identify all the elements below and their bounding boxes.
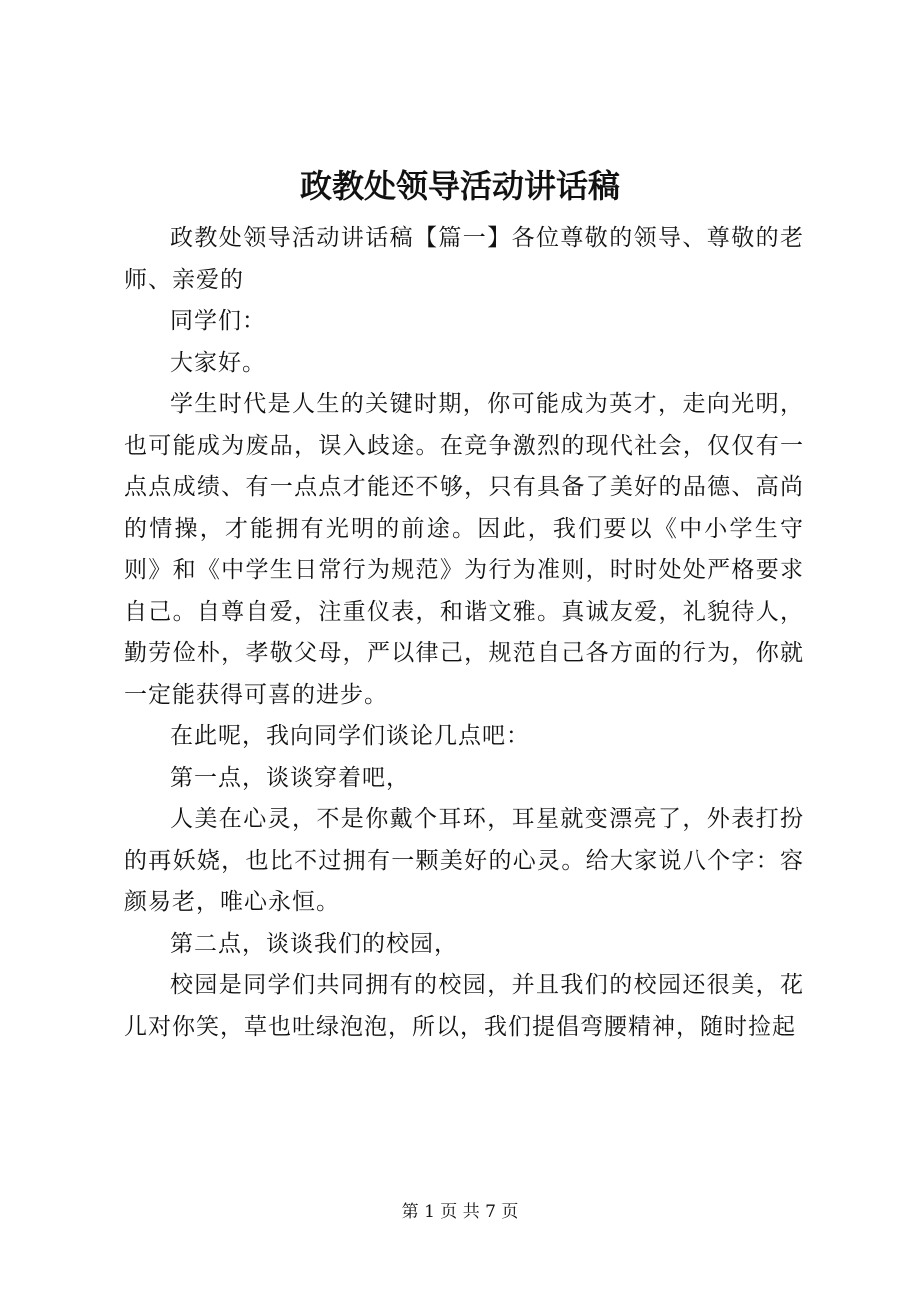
- paragraph: 同学们：: [170, 308, 266, 334]
- paragraph: 人美在心灵，不是你戴个耳环，耳星就变漂亮了，外表打扮的再妖娆，也比不过拥有一颗美好的心灵。给大家说八个字：容颜易老，唯心永恒。: [124, 806, 804, 915]
- page-footer: 第 1 页 共 7 页: [401, 1202, 519, 1222]
- paragraph: 校园是同学们共同拥有的校园，并且我们的校园还很美，花儿对你笑，草也吐绿泡泡，所以，我们提倡弯腰精神，随时捡起: [124, 972, 804, 1040]
- paragraph: 第二点，谈谈我们的校园，: [170, 930, 458, 957]
- paragraph: 大家好。: [170, 349, 266, 376]
- paragraph: 政教处领导活动讲话稿【篇一】各位尊敬的领导、尊敬的老师、亲爱的: [124, 225, 804, 293]
- paragraph: 学生时代是人生的关键时期，你可能成为英才，走向光明，也可能成为废品，误入歧途。在竞争激烈的现代社会，仅仅有一点点成绩、有一点点才能还不够，只有具备了美好的品德、高尚的情操，才能拥有光明的前途。因此，我们要以《中小学生守则》和《中学生日常行为规范》为行为准则，时时处处严格要求自己。自尊自爱，注重仪表，和谐文雅。真诚友爱，礼貌待人，勤劳俭朴，孝敬父母，严以律己，规范自己各方面的行为，你就一定能获得可喜的进步。: [124, 391, 804, 708]
- document-body: [124, 218, 804, 1048]
- paragraph: 第一点，谈谈穿着吧，: [170, 764, 410, 791]
- document-title: 政教处领导活动讲话稿: [299, 167, 620, 205]
- paragraph: 在此呢，我向同学们谈论几点吧：: [170, 723, 530, 749]
